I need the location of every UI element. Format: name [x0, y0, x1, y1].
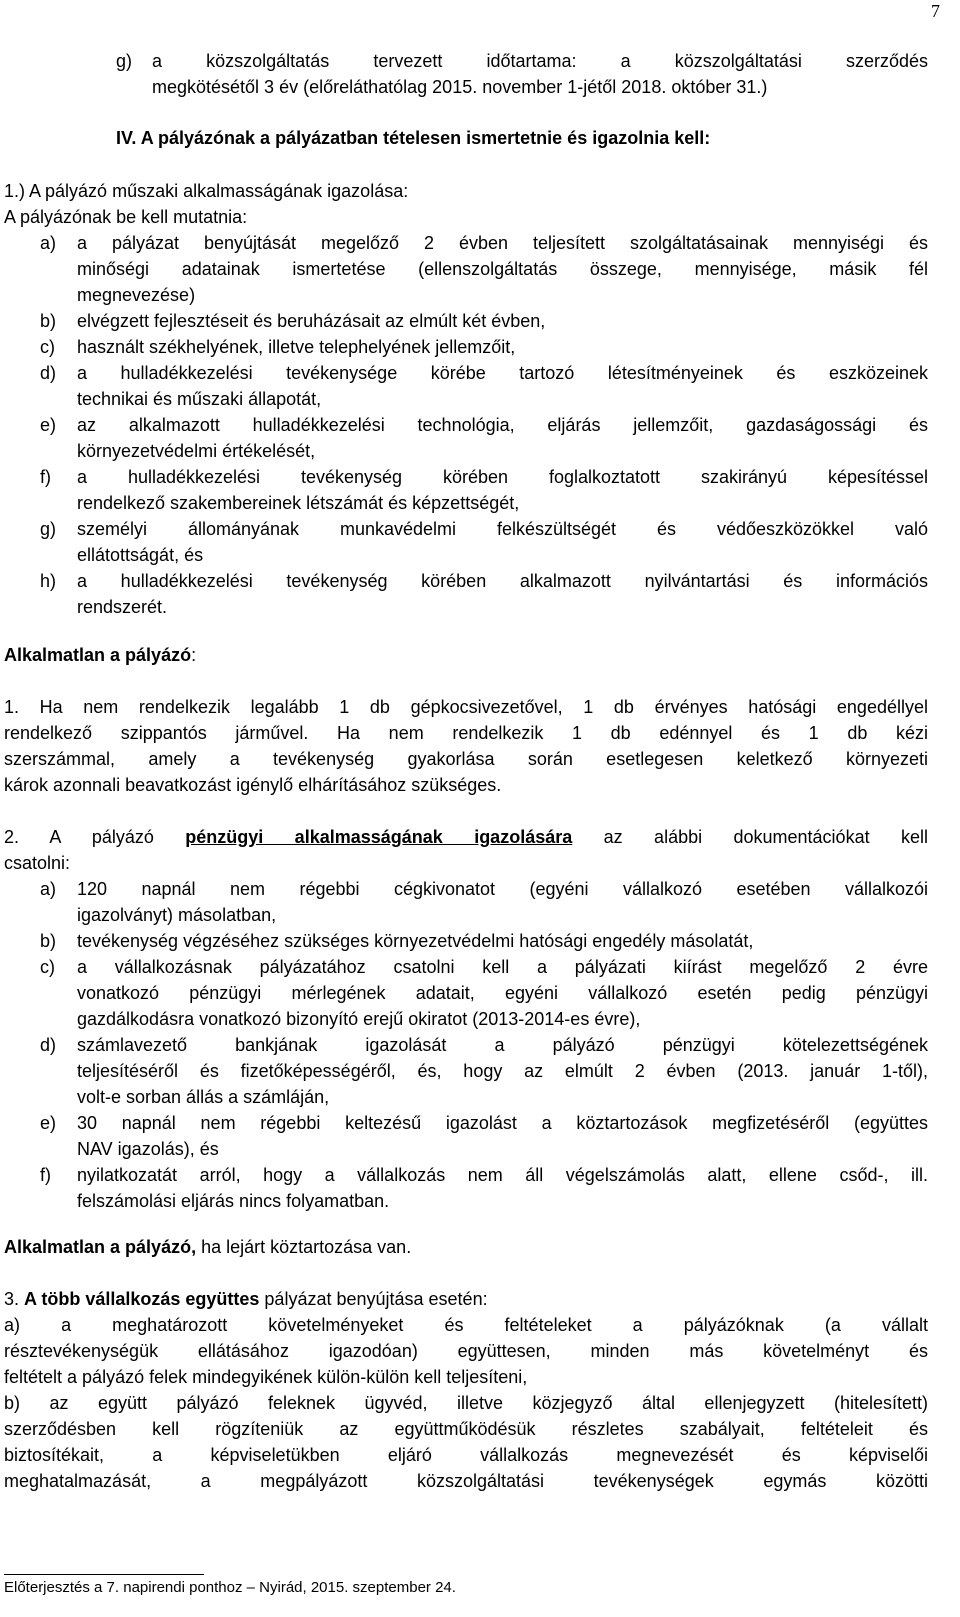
- footer-rule: [4, 1574, 204, 1575]
- unfit1-line-3: szerszámmal, amely a tevékenység gyakorlása során esetlegesen keletkező környezeti: [4, 749, 928, 769]
- part2-heading: [4, 824, 928, 850]
- section-g-line-2: megkötésétől 3 év (előreláthatólag 2015. november 1-jétől 2018. október 31.): [152, 77, 768, 97]
- list-item-line: megnevezése): [77, 285, 196, 305]
- part3-heading: [4, 1286, 488, 1312]
- part3-line-5: szerződésben kell rögzíteniük az együttműködésük részletes szabályait, feltételeit és: [4, 1419, 928, 1439]
- part3-bold: A több vállalkozás együttes: [24, 1289, 260, 1309]
- item-marker: c): [40, 957, 55, 977]
- list-item-line: személyi állományának munkavédelmi felkészültségét és védőeszközökkel való: [77, 519, 928, 539]
- item-marker: b): [40, 931, 57, 951]
- list-item-line: használt székhelyének, illetve telephelyének jellemzőit,: [77, 337, 516, 357]
- item-marker: e): [40, 415, 57, 435]
- part3-line-7: meghatalmazását, a megpályázott közszolgáltatási tevékenységek egymás közötti: [4, 1471, 928, 1491]
- part3-prefix: 3.: [4, 1289, 25, 1309]
- list-item-line: a pályázat benyújtását megelőző 2 évben teljesített szolgáltatásainak mennyiségi és: [77, 233, 928, 253]
- list-item-line: az alkalmazott hulladékkezelési technológia, eljárás jellemzőit, gazdaságossági és: [77, 415, 928, 435]
- part3-line-6: biztosítékait, a képviseletükben eljáró vállalkozás megnevezését és képviselői: [4, 1445, 928, 1465]
- list-item-line: a vállalkozásnak pályázatához csatolni kell a pályázati kiírást megelőző 2 évre: [77, 957, 928, 977]
- part2-line-2: csatolni:: [4, 853, 71, 873]
- list-item-line: igazolványt) másolatban,: [77, 905, 277, 925]
- list-item-line: rendelkező szakembereinek létszámát és képzettségét,: [77, 493, 520, 513]
- part3-line-4: b) az együtt pályázó feleknek ügyvéd, illetve közjegyző által ellenjegyzett (hitelesített): [4, 1393, 928, 1413]
- part1-title: 1.) A pályázó műszaki alkalmasságának igazolása:: [4, 181, 409, 201]
- list-item-line: volt-e sorban állás a számláján,: [77, 1087, 330, 1107]
- list-item-line: minőségi adatainak ismertetése (ellenszolgáltatás összege, mennyisége, másik fél: [77, 259, 928, 279]
- page-footer: Előterjesztés a 7. napirendi ponthoz – Nyirád, 2015. szeptember 24.: [4, 1579, 456, 1596]
- item-marker: h): [40, 571, 57, 591]
- page-number: 7: [931, 1, 940, 21]
- list-item-line: rendszerét.: [77, 597, 168, 617]
- section-iv-heading: IV. A pályázónak a pályázatban tételesen ismertetnie és igazolnia kell:: [116, 128, 711, 148]
- unfit-label: Alkalmatlan a pályázó: [4, 645, 192, 665]
- part1-intro: A pályázónak be kell mutatnia:: [4, 207, 248, 227]
- item-marker: g): [40, 519, 57, 539]
- list-item-line: 120 napnál nem régebbi cégkivonatot (egyéni vállalkozó esetében vállalkozói: [77, 879, 928, 899]
- list-item-line: teljesítéséről és fizetőképességéről, és, hogy az elmúlt 2 évben (2013. január 1-től),: [77, 1061, 928, 1081]
- item-marker: b): [40, 311, 57, 331]
- list-item-line: nyilatkozatát arról, hogy a vállalkozás nem áll végelszámolás alatt, ellene csőd-, ill.: [77, 1165, 928, 1185]
- unfit1-line-4: károk azonnali beavatkozást igénylő elhárításához szükséges.: [4, 775, 502, 795]
- part2-suffix: az alábbi dokumentációkat kell: [572, 827, 928, 847]
- part3-line-2: résztevékenységük ellátásához igazodóan) együttesen, minden más követelményt és: [4, 1341, 928, 1361]
- list-item-line: vonatkozó pénzügyi mérlegének adatait, egyéni vállalkozó esetén pedig pénzügyi: [77, 983, 928, 1003]
- part2-prefix: 2. A pályázó: [4, 827, 186, 847]
- unfit2-rest: ha lejárt köztartozása van.: [196, 1237, 412, 1257]
- list-item-line: környezetvédelmi értékelését,: [77, 441, 316, 461]
- section-g-line-1: a közszolgáltatás tervezett időtartama: a közszolgáltatási szerződés: [152, 51, 928, 71]
- list-item-line: elvégzett fejlesztéseit és beruházásait az elmúlt két évben,: [77, 311, 546, 331]
- list-item-line: NAV igazolás), és: [77, 1139, 219, 1159]
- unfit-heading-1: [4, 642, 196, 668]
- part3-line-1: a) a meghatározott követelményeket és feltételeket a pályázóknak (a vállalt: [4, 1315, 928, 1335]
- list-item-line: technikai és műszaki állapotát,: [77, 389, 322, 409]
- unfit-heading-2: [4, 1234, 411, 1260]
- item-marker: e): [40, 1113, 57, 1133]
- item-marker: g): [116, 51, 133, 71]
- part3-line-3: feltételt a pályázó felek mindegyikének külön-külön kell teljesíteni,: [4, 1367, 528, 1387]
- item-marker: d): [40, 1035, 57, 1055]
- item-marker: a): [40, 233, 57, 253]
- unfit1-line-1: 1. Ha nem rendelkezik legalább 1 db gépkocsivezetővel, 1 db érvényes hatósági engedéllyel: [4, 697, 928, 717]
- item-marker: a): [40, 879, 57, 899]
- list-item-line: gazdálkodásra vonatkozó bizonyító erejű okiratot (2013-2014-es évre),: [77, 1009, 641, 1029]
- list-item-line: számlavezető bankjának igazolását a pályázó pénzügyi kötelezettségének: [77, 1035, 928, 1055]
- part3-suffix: pályázat benyújtása esetén:: [259, 1289, 488, 1309]
- list-item-line: felszámolási eljárás nincs folyamatban.: [77, 1191, 390, 1211]
- list-item-line: a hulladékkezelési tevékenysége körébe tartozó létesítményeinek és eszközeinek: [77, 363, 928, 383]
- item-marker: c): [40, 337, 55, 357]
- item-marker: f): [40, 1165, 51, 1185]
- unfit2-bold: Alkalmatlan a pályázó,: [4, 1237, 197, 1257]
- list-item-line: a hulladékkezelési tevékenység körében foglalkoztatott szakirányú képesítéssel: [77, 467, 928, 487]
- unfit1-line-2: rendelkező szippantós járművel. Ha nem rendelkezik 1 db edénnyel és 1 db kézi: [4, 723, 928, 743]
- item-marker: f): [40, 467, 51, 487]
- list-item-line: tevékenység végzéséhez szükséges környezetvédelmi hatósági engedély másolatát,: [77, 931, 754, 951]
- list-item-line: a hulladékkezelési tevékenység körében alkalmazott nyilvántartási és információs: [77, 571, 928, 591]
- item-marker: d): [40, 363, 57, 383]
- unfit-colon: :: [191, 645, 197, 665]
- list-item-line: ellátottságát, és: [77, 545, 204, 565]
- part2-bold: pénzügyi alkalmasságának igazolására: [185, 827, 573, 847]
- list-item-line: 30 napnál nem régebbi keltezésű igazolást a köztartozások megfizetéséről (együttes: [77, 1113, 928, 1133]
